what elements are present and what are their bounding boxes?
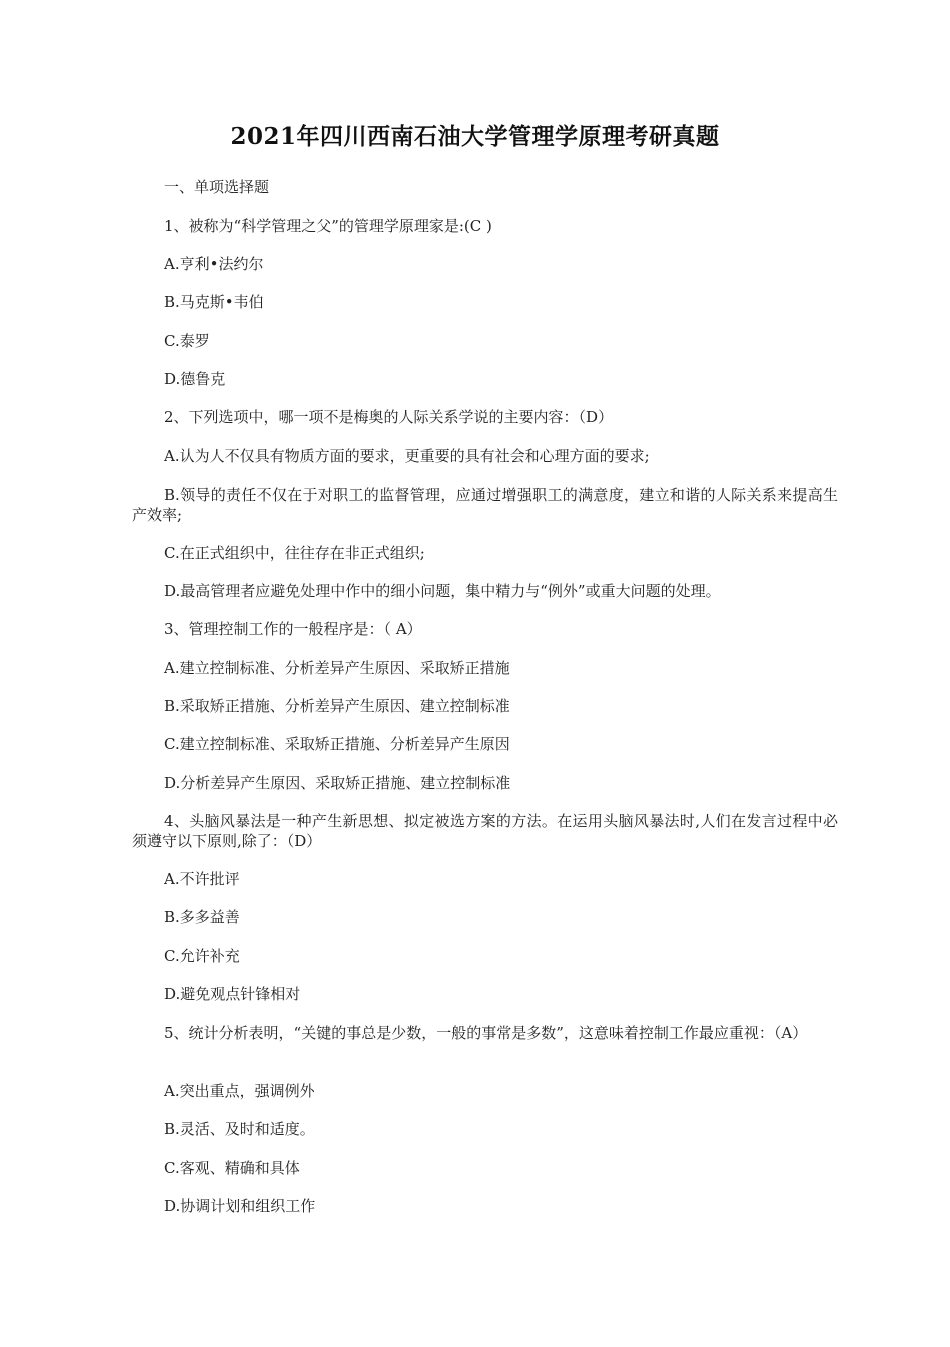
answer-option: D.最高管理者应避免处理中作中的细小问题，集中精力与“例外”或重大问题的处理。 bbox=[164, 582, 721, 600]
answer-option: D.德鲁克 bbox=[164, 370, 226, 388]
answer-option: C.泰罗 bbox=[164, 332, 210, 350]
answer-option: B.马克斯•韦伯 bbox=[164, 293, 264, 311]
answer-option: B.采取矫正措施、分析差异产生原因、建立控制标准 bbox=[164, 697, 510, 715]
section-heading: 一、单项选择题 bbox=[164, 178, 270, 196]
answer-option: C.建立控制标准、采取矫正措施、分析差异产生原因 bbox=[164, 735, 510, 753]
answer-option: C.客观、精确和具体 bbox=[164, 1159, 300, 1177]
answer-option: A.建立控制标准、分析差异产生原因、采取矫正措施 bbox=[164, 659, 510, 677]
answer-option: B.灵活、及时和适度。 bbox=[164, 1120, 315, 1138]
question-stem: 1、被称为“科学管理之父”的管理学原理家是:(C ) bbox=[164, 217, 492, 235]
answer-option: A.突出重点，强调例外 bbox=[164, 1082, 315, 1100]
answer-option: D.分析差异产生原因、采取矫正措施、建立控制标准 bbox=[164, 774, 511, 792]
answer-option: A.亨利•法约尔 bbox=[164, 255, 264, 273]
answer-option: B.多多益善 bbox=[164, 908, 240, 926]
answer-option: C.允许补充 bbox=[164, 947, 240, 965]
question-stem: 4、头脑风暴法是一种产生新思想、拟定被选方案的方法。在运用头脑风暴法时,人们在发言过程中必须遵守以下原则,除了：（D） bbox=[132, 812, 838, 850]
answer-option: C.在正式组织中，往往存在非正式组织; bbox=[164, 544, 425, 562]
document-title: 2021年四川西南石油大学管理学原理考研真题 bbox=[230, 123, 720, 150]
question-stem: 5、统计分析表明，“关键的事总是少数，一般的事常是多数”，这意味着控制工作最应重视：（A） bbox=[164, 1024, 808, 1042]
question-stem: 3、管理控制工作的一般程序是：（ A） bbox=[164, 620, 422, 638]
answer-option: A.认为人不仅具有物质方面的要求，更重要的具有社会和心理方面的要求; bbox=[164, 447, 650, 465]
answer-option: D.避免观点针锋相对 bbox=[164, 985, 301, 1003]
answer-option: D.协调计划和组织工作 bbox=[164, 1197, 316, 1215]
question-stem: 2、下列选项中，哪一项不是梅奥的人际关系学说的主要内容：（D） bbox=[164, 408, 614, 426]
answer-option: B.领导的责任不仅在于对职工的监督管理，应通过增强职工的满意度，建立和谐的人际关系来提高生产效率; bbox=[132, 486, 838, 524]
answer-option: A.不许批评 bbox=[164, 870, 240, 888]
